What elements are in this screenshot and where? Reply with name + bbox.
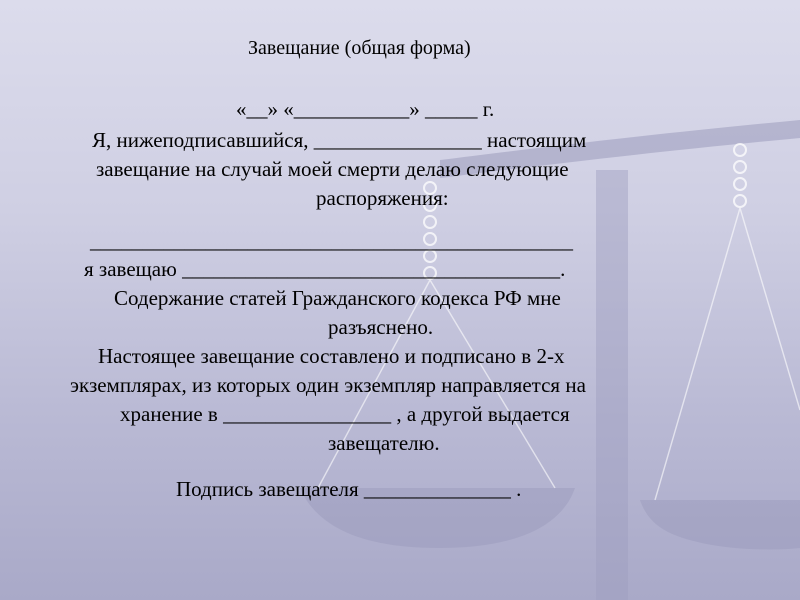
text-line-8: Настоящее завещание составлено и подписано в 2-х	[98, 344, 565, 368]
text-line-10: хранение в ________________ , а другой выдается	[120, 402, 570, 426]
text-line-7: разъяснено.	[328, 315, 434, 339]
text-line-6: Содержание статей Гражданского кодекса РФ мне	[114, 286, 561, 310]
text-line-11: завещателю.	[328, 431, 440, 455]
text-line-3: распоряжения:	[316, 186, 449, 210]
text-line-2: завещание на случай моей смерти делаю следующие	[96, 157, 569, 181]
document-title: Завещание (общая форма)	[248, 37, 471, 59]
blank-line: ______________________________________________	[90, 229, 573, 253]
date-line: «__» «___________» _____ г.	[236, 97, 495, 121]
text-line-9: экземплярах, из которых один экземпляр направляется на	[70, 373, 586, 397]
signature-line: Подпись завещателя ______________ .	[176, 477, 522, 501]
text-line-1: Я, нижеподписавшийся, ________________ настоящим	[92, 128, 587, 152]
bequest-line: я завещаю ____________________________________.	[84, 257, 566, 281]
